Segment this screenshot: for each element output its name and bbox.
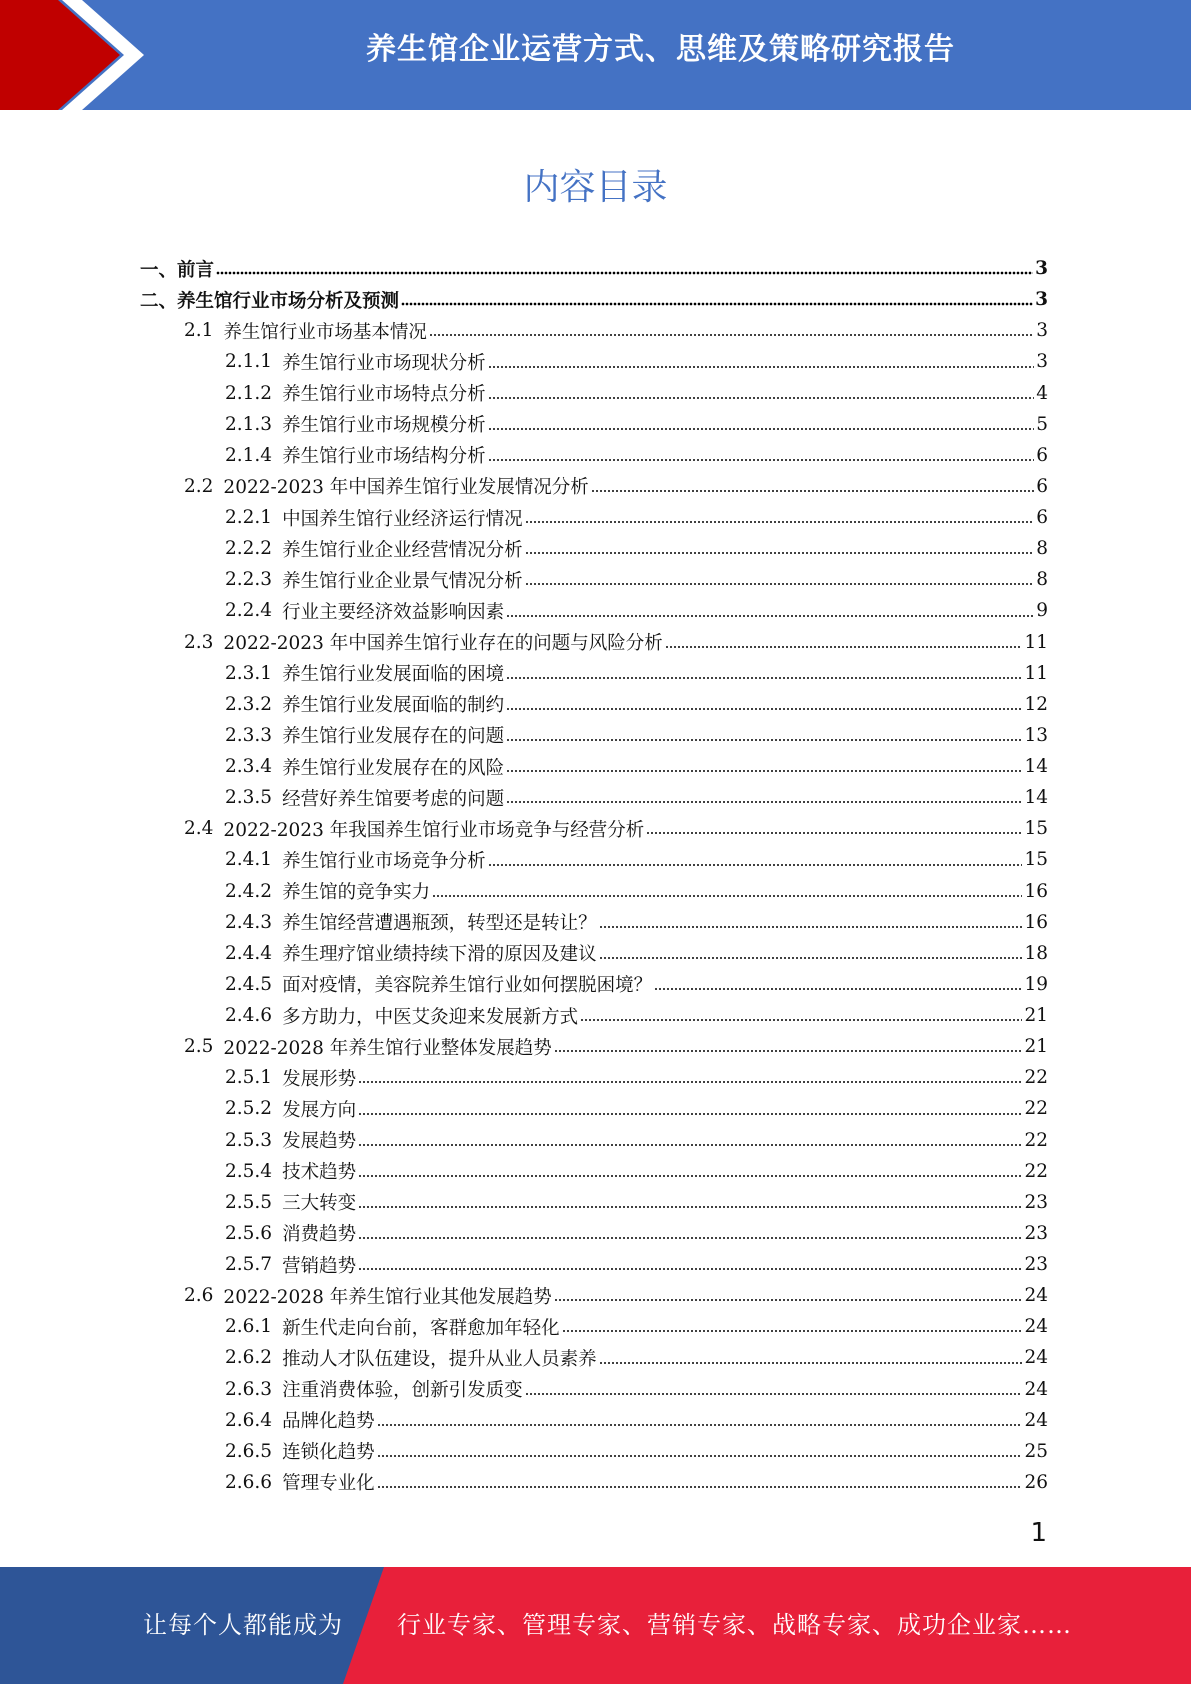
toc-entry[interactable] [140, 1342, 1048, 1373]
toc-entry-page: 3 [1036, 320, 1048, 342]
toc-entry[interactable] [140, 1311, 1048, 1342]
toc-entry-title: 管理专业化 [282, 1473, 375, 1495]
toc-dot-leader [646, 830, 1022, 836]
toc-entry[interactable] [140, 1436, 1048, 1467]
toc-entry-number: 2.5.5 [225, 1191, 273, 1213]
toc-entry[interactable] [140, 627, 1048, 658]
toc-entry[interactable] [140, 1062, 1048, 1093]
toc-entry[interactable] [140, 813, 1048, 844]
toc-entry[interactable] [140, 284, 1048, 315]
toc-entry-title: 养生馆经营遭遇瓶颈，转型还是转让？ [282, 913, 597, 935]
toc-entry-title: 养生馆行业发展面临的困境 [282, 664, 505, 686]
toc-entry-page: 5 [1036, 413, 1048, 435]
toc-entry-number: 2.3.4 [225, 756, 273, 778]
toc-entry-number: 2.4.5 [225, 973, 273, 995]
toc-entry-number: 2.3.3 [225, 724, 273, 746]
toc-entry-page: 22 [1024, 1067, 1048, 1089]
toc-entry[interactable] [140, 1280, 1048, 1311]
toc-dot-leader [506, 799, 1022, 805]
toc-entry-page: 26 [1024, 1471, 1048, 1493]
toc-dot-leader [358, 1079, 1022, 1085]
footer-slogan-right: 行业专家、管理专家、营销专家、战略专家、成功企业家…… [397, 1611, 1072, 1639]
toc-entry-page: 23 [1024, 1191, 1048, 1213]
toc-entry-title: 注重消费体验，创新引发质变 [282, 1380, 523, 1402]
toc-entry-page: 18 [1024, 942, 1048, 964]
toc-dot-leader [506, 613, 1034, 619]
toc-dot-leader [358, 1173, 1022, 1179]
toc-entry-number: 2.5.6 [225, 1222, 273, 1244]
toc-dot-leader [432, 893, 1022, 899]
toc-entry-page: 24 [1024, 1409, 1048, 1431]
toc-entry-title: 养生馆行业市场结构分析 [282, 446, 486, 468]
toc-entry-number: 2.2.2 [225, 538, 273, 560]
toc-entry-number: 2.4.4 [225, 942, 273, 964]
toc-dot-leader [358, 1204, 1022, 1210]
toc-entry-title: 养生馆行业市场现状分析 [282, 352, 486, 374]
toc-entry-number: 2.5.3 [225, 1129, 273, 1151]
toc-entry[interactable] [140, 1000, 1048, 1031]
toc-entry-title: 技术趋势 [282, 1162, 357, 1184]
toc-dot-leader [525, 550, 1035, 556]
toc-dot-leader [525, 1391, 1023, 1397]
toc-dot-leader [358, 1142, 1022, 1148]
toc-entry-title: 前言 [177, 259, 215, 281]
toc-entry-title: 经营好养生馆要考虑的问题 [282, 788, 505, 810]
toc-entry[interactable] [140, 1187, 1048, 1218]
toc-entry-page: 14 [1024, 756, 1048, 778]
toc-dot-leader [554, 1048, 1023, 1054]
toc-entry-number: 2.6.3 [225, 1378, 273, 1400]
toc-entry[interactable] [140, 689, 1048, 720]
page-number: 1 [1030, 1518, 1047, 1548]
toc-dot-leader [401, 301, 1033, 307]
toc-entry-title: 新生代走向台前，客群愈加年轻化 [282, 1317, 560, 1339]
toc-entry-title: 养生馆行业市场竞争分析 [282, 850, 486, 872]
toc-dot-leader [665, 644, 1023, 650]
toc-entry-page: 9 [1036, 600, 1048, 622]
toc-entry-number: 2.5.4 [225, 1160, 273, 1182]
toc-entry-page: 3 [1035, 289, 1048, 311]
toc-dot-leader [506, 675, 1022, 681]
toc-entry-title: 2022-2023 年我国养生馆行业市场竞争与经营分析 [223, 819, 645, 841]
toc-entry-page: 6 [1036, 444, 1048, 466]
toc-dot-leader [599, 924, 1023, 930]
toc-entry[interactable] [140, 378, 1048, 409]
report-title: 养生馆企业运营方式、思维及策略研究报告 [366, 32, 955, 67]
toc-entry-page: 19 [1024, 973, 1048, 995]
toc-dot-leader [506, 768, 1022, 774]
toc-entry-page: 11 [1024, 662, 1048, 684]
toc-entry-page: 12 [1024, 693, 1048, 715]
toc-dot-leader [654, 986, 1022, 992]
toc-entry-title: 2022-2023 年中国养生馆行业发展情况分析 [223, 477, 589, 499]
toc-entry-number: 2.5.1 [225, 1067, 273, 1089]
toc-heading: 内容目录 [523, 167, 668, 208]
toc-entry-number: 2.5.7 [225, 1254, 273, 1276]
toc-entry[interactable] [140, 658, 1048, 689]
toc-entry-page: 23 [1024, 1222, 1048, 1244]
toc-entry-title: 养生馆的竞争实力 [282, 882, 431, 904]
toc-entry[interactable] [140, 907, 1048, 938]
toc-entry[interactable] [140, 969, 1048, 1000]
toc-entry-page: 8 [1036, 538, 1048, 560]
footer-banner [0, 1567, 1191, 1684]
toc-entry-title: 养生馆行业发展存在的问题 [282, 726, 505, 748]
toc-entry-number: 2.2.4 [225, 600, 273, 622]
toc-entry-title: 发展趋势 [282, 1131, 357, 1153]
toc-entry-number: 2.1.1 [225, 351, 273, 373]
toc-entry-page: 8 [1036, 569, 1048, 591]
toc-entry-title: 面对疫情，美容院养生馆行业如何摆脱困境？ [282, 975, 653, 997]
toc-entry[interactable] [140, 1405, 1048, 1436]
toc-entry[interactable] [140, 1218, 1048, 1249]
toc-dot-leader [599, 1360, 1023, 1366]
toc-entry[interactable] [140, 844, 1048, 875]
toc-dot-leader [525, 581, 1035, 587]
toc-entry[interactable] [140, 1374, 1048, 1405]
toc-entry-title: 2022-2023 年中国养生馆行业存在的问题与风险分析 [223, 633, 663, 655]
toc-entry-title: 多方助力，中医艾灸迎来发展新方式 [282, 1006, 579, 1028]
toc-entry-number: 2.5 [184, 1036, 214, 1058]
toc-entry[interactable] [140, 595, 1048, 626]
toc-dot-leader [488, 426, 1035, 432]
toc-dot-leader [488, 395, 1035, 401]
toc-entry-number: 2.6.6 [225, 1471, 273, 1493]
toc-entry[interactable] [140, 315, 1048, 346]
toc-entry-page: 16 [1024, 880, 1048, 902]
toc-entry[interactable] [140, 938, 1048, 969]
toc-entry-page: 3 [1036, 351, 1048, 373]
toc-entry-title: 推动人才队伍建设，提升从业人员素养 [282, 1348, 597, 1370]
toc-entry-page: 6 [1036, 507, 1048, 529]
toc-entry-number: 2.4.2 [225, 880, 273, 902]
toc-entry-page: 22 [1024, 1160, 1048, 1182]
toc-dot-leader [562, 1328, 1023, 1334]
toc-entry-title: 养生馆行业市场规模分析 [282, 415, 486, 437]
toc-entry-title: 中国养生馆行业经济运行情况 [282, 508, 523, 530]
toc-entry-number: 2.1.4 [225, 444, 273, 466]
toc-entry-title: 消费趋势 [282, 1224, 357, 1246]
toc-entry-number: 2.2.3 [225, 569, 273, 591]
toc-entry[interactable] [140, 564, 1048, 595]
toc-entry-number: 2.6.2 [225, 1347, 273, 1369]
toc-entry-title: 养生馆行业企业经营情况分析 [282, 539, 523, 561]
toc-entry[interactable] [140, 751, 1048, 782]
toc-entry[interactable] [140, 782, 1048, 813]
toc-entry-title: 养生馆行业市场基本情况 [223, 321, 427, 343]
toc-entry-number: 2.4.6 [225, 1005, 273, 1027]
toc-entry-page: 13 [1024, 724, 1048, 746]
toc-entry-page: 22 [1024, 1129, 1048, 1151]
toc-entry-number: 2.3.1 [225, 662, 273, 684]
toc-dot-leader [429, 332, 1034, 338]
toc-dot-leader [488, 862, 1023, 868]
toc-entry-number: 2.6 [184, 1285, 214, 1307]
toc-entry-title: 养生理疗馆业绩持续下滑的原因及建议 [282, 944, 597, 966]
toc-entry-page: 6 [1036, 475, 1048, 497]
red-arrow-ribbon [0, 0, 150, 110]
toc-dot-leader [377, 1422, 1023, 1428]
toc-entry-number: 2.4 [184, 818, 214, 840]
toc-entry-title: 养生馆行业发展存在的风险 [282, 757, 505, 779]
toc-entry[interactable] [140, 1156, 1048, 1187]
toc-entry-page: 22 [1024, 1098, 1048, 1120]
toc-entry[interactable] [140, 1093, 1048, 1124]
toc-entry-number: 2.3.5 [225, 787, 273, 809]
toc-entry-page: 25 [1024, 1440, 1048, 1462]
toc-entry-page: 4 [1036, 382, 1048, 404]
toc-entry[interactable] [140, 1249, 1048, 1280]
toc-dot-leader [580, 1017, 1022, 1023]
toc-entry-page: 3 [1035, 258, 1048, 280]
toc-entry-number: 2.4.1 [225, 849, 273, 871]
toc-entry[interactable] [140, 346, 1048, 377]
toc-dot-leader [525, 519, 1035, 525]
toc-entry-page: 24 [1024, 1347, 1048, 1369]
toc-entry-number: 2.2 [184, 475, 214, 497]
toc-entry-number: 2.6.4 [225, 1409, 273, 1431]
toc-dot-leader [488, 364, 1035, 370]
toc-dot-leader [358, 1111, 1022, 1117]
toc-dot-leader [506, 737, 1022, 743]
toc-entry-number: 2.2.1 [225, 507, 273, 529]
toc-entry-page: 14 [1024, 787, 1048, 809]
header-banner [0, 0, 1191, 110]
toc-dot-leader [488, 457, 1035, 463]
toc-entry-number: 2.1.2 [225, 382, 273, 404]
toc-entry[interactable] [140, 440, 1048, 471]
toc-entry-title: 营销趋势 [282, 1255, 357, 1277]
toc-entry-page: 24 [1024, 1378, 1048, 1400]
toc-entry-title: 养生馆行业市场分析及预测 [177, 290, 400, 312]
toc-entry[interactable] [140, 1031, 1048, 1062]
toc-entry-number: 2.1 [184, 320, 214, 342]
toc-entry-number: 二、 [140, 290, 178, 312]
toc-entry[interactable] [140, 253, 1048, 284]
toc-entry-number: 2.6.5 [225, 1440, 273, 1462]
toc-entry[interactable] [140, 533, 1048, 564]
toc-dot-leader [506, 706, 1022, 712]
toc-entry-number: 2.3 [184, 631, 214, 653]
toc-dot-leader [554, 1297, 1023, 1303]
toc-entry-number: 2.5.2 [225, 1098, 273, 1120]
toc-entry-page: 23 [1024, 1254, 1048, 1276]
toc-dot-leader [591, 488, 1035, 494]
toc-entry-page: 21 [1024, 1005, 1048, 1027]
toc-entry-title: 养生馆行业发展面临的制约 [282, 695, 505, 717]
toc-entry-page: 21 [1024, 1036, 1048, 1058]
toc-entry-title: 养生馆行业企业景气情况分析 [282, 570, 523, 592]
toc-entry[interactable] [140, 1467, 1048, 1498]
toc-entry-number: 2.4.3 [225, 911, 273, 933]
toc-entry-page: 15 [1024, 818, 1048, 840]
toc-entry-number: 2.6.1 [225, 1316, 273, 1338]
toc-entry-number: 2.1.3 [225, 413, 273, 435]
toc-entry-title: 三大转变 [282, 1193, 357, 1215]
toc-entry-title: 发展方向 [282, 1099, 357, 1121]
toc-entry[interactable] [140, 720, 1048, 751]
toc-entry-title: 连锁化趋势 [282, 1442, 375, 1464]
toc-entry-title: 2022-2028 年养生馆行业整体发展趋势 [223, 1037, 552, 1059]
toc-dot-leader [358, 1235, 1022, 1241]
toc-entry-page: 11 [1024, 631, 1048, 653]
toc-entry[interactable] [140, 876, 1048, 907]
toc-entry-title: 行业主要经济效益影响因素 [282, 601, 505, 623]
toc-dot-leader [216, 270, 1033, 276]
toc-dot-leader [358, 1266, 1022, 1272]
toc-dot-leader [377, 1484, 1023, 1490]
toc-entry[interactable] [140, 1125, 1048, 1156]
toc-dot-leader [599, 955, 1023, 961]
toc-entry[interactable] [140, 409, 1048, 440]
toc-dot-leader [377, 1453, 1023, 1459]
toc-entry[interactable] [140, 502, 1048, 533]
toc-entry-number: 2.3.2 [225, 693, 273, 715]
toc-entry-page: 16 [1024, 911, 1048, 933]
footer-slogan-left: 让每个人都能成为 [143, 1611, 343, 1639]
toc-entry-title: 养生馆行业市场特点分析 [282, 384, 486, 406]
toc-entry[interactable] [140, 471, 1048, 502]
table-of-contents [140, 253, 1048, 1498]
toc-entry-title: 发展形势 [282, 1068, 357, 1090]
toc-entry-page: 24 [1024, 1285, 1048, 1307]
toc-entry-number: 一、 [140, 259, 178, 281]
toc-entry-title: 2022-2028 年养生馆行业其他发展趋势 [223, 1286, 552, 1308]
toc-entry-page: 24 [1024, 1316, 1048, 1338]
toc-entry-title: 品牌化趋势 [282, 1411, 375, 1433]
toc-entry-page: 15 [1024, 849, 1048, 871]
